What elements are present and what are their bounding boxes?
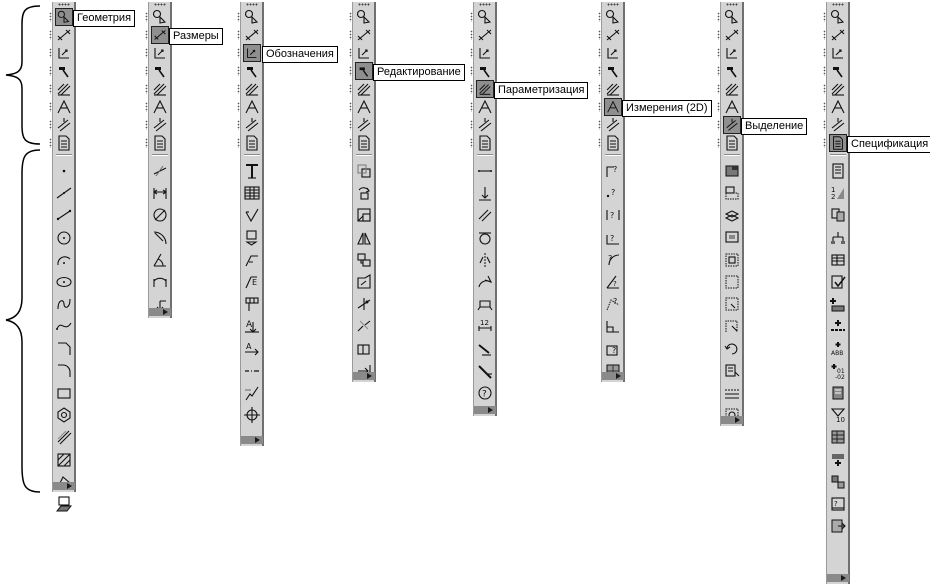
sheet-icon[interactable] — [723, 134, 741, 152]
group-marker — [49, 84, 52, 94]
tooltip-editing: Редактирование — [373, 64, 465, 81]
rotate-icon[interactable] — [355, 184, 373, 202]
toolbar-dimensions — [148, 2, 172, 318]
select-layer-icon[interactable] — [723, 184, 741, 202]
toolbar-grip[interactable] — [246, 3, 258, 6]
toolbar-expand-button[interactable] — [602, 372, 624, 380]
group-marker — [470, 30, 473, 40]
hatch-icon[interactable] — [829, 80, 847, 98]
box-select-icon[interactable] — [723, 273, 741, 291]
toolbar-expand-button[interactable] — [474, 406, 496, 414]
group-marker — [470, 66, 473, 76]
group-marker — [598, 12, 601, 22]
line-segment-icon[interactable] — [829, 26, 847, 44]
group-marker — [349, 48, 352, 58]
svg-text:A: A — [246, 320, 253, 331]
spec-edit-icon[interactable] — [829, 384, 847, 402]
group-marker — [823, 84, 826, 94]
break-icon[interactable] — [355, 317, 373, 335]
parallel-constraint-icon[interactable] — [476, 206, 494, 224]
svg-text:?: ? — [608, 253, 613, 263]
group-marker — [717, 102, 720, 112]
view-arrow-icon[interactable] — [243, 317, 261, 335]
group-marker — [717, 48, 720, 58]
hatch-icon[interactable] — [55, 80, 73, 98]
sheet-icon[interactable] — [829, 134, 847, 152]
group-marker — [145, 84, 148, 94]
group-marker — [145, 30, 148, 40]
base-icon[interactable] — [243, 229, 261, 247]
fillet-icon[interactable] — [55, 362, 73, 380]
svg-text:?: ? — [613, 165, 618, 174]
angle-measure-icon[interactable] — [604, 273, 622, 291]
segment-icon[interactable] — [55, 206, 73, 224]
arc-constraint-icon[interactable] — [476, 273, 494, 291]
group-marker — [349, 66, 352, 76]
fillet-edit-icon[interactable] — [355, 340, 373, 358]
hammer-icon[interactable] — [476, 62, 494, 80]
text-icon[interactable] — [243, 162, 261, 180]
sheet-icon[interactable] — [604, 134, 622, 152]
angle-icon[interactable] — [355, 98, 373, 116]
group-marker — [823, 48, 826, 58]
toolbar-expand-button[interactable] — [721, 416, 743, 424]
axis-line-icon[interactable] — [243, 362, 261, 380]
toolbar-separator — [56, 154, 72, 156]
svg-text:?: ? — [482, 389, 487, 400]
group-marker — [237, 12, 240, 22]
circle-square-icon[interactable] — [151, 8, 169, 26]
leader-icon[interactable] — [243, 251, 261, 269]
toolbar-grip[interactable] — [358, 3, 370, 6]
group-marker — [237, 48, 240, 58]
group-marker — [237, 84, 240, 94]
toolbar-selection — [720, 2, 744, 426]
tooltip-geometry: Геометрия — [73, 10, 135, 27]
svg-text:2: 2 — [831, 193, 836, 202]
poly-select-icon[interactable] — [723, 317, 741, 335]
group-marker — [49, 102, 52, 112]
chamfer-icon[interactable] — [55, 340, 73, 358]
rebar-icon[interactable] — [829, 44, 847, 62]
spec-doc-icon[interactable] — [829, 495, 847, 513]
group-marker — [598, 30, 601, 40]
svg-text:?: ? — [613, 280, 617, 288]
circle-square-icon[interactable] — [476, 8, 494, 26]
toolbar-expand-button[interactable] — [827, 574, 849, 582]
angle-icon[interactable] — [604, 98, 622, 116]
hammer-icon[interactable] — [829, 62, 847, 80]
group-marker — [49, 48, 52, 58]
toolbar-grip[interactable] — [726, 3, 738, 6]
parallel-icon[interactable] — [723, 116, 741, 134]
group-marker — [349, 138, 352, 148]
select-view-icon[interactable] — [723, 229, 741, 247]
group-brace-common — [0, 4, 48, 146]
vertical-icon[interactable] — [476, 184, 494, 202]
angle-icon[interactable] — [55, 98, 73, 116]
arc-length-icon[interactable] — [604, 251, 622, 269]
svg-text:?: ? — [612, 345, 617, 355]
rebar-icon[interactable] — [355, 44, 373, 62]
sheet-icon[interactable] — [151, 134, 169, 152]
tooltip-parametrization: Параметризация — [494, 82, 588, 99]
sheet-icon[interactable] — [355, 134, 373, 152]
type-select-icon[interactable] — [723, 384, 741, 402]
arc-icon[interactable] — [55, 251, 73, 269]
spec-add-object-icon[interactable] — [829, 295, 847, 313]
group-marker — [823, 138, 826, 148]
group-marker — [237, 30, 240, 40]
copy-icon[interactable] — [355, 251, 373, 269]
angular-dimension-icon[interactable] — [151, 251, 169, 269]
fixed-dimension-icon[interactable] — [476, 317, 494, 335]
sheet-bottom-icon[interactable] — [55, 495, 73, 513]
group-marker — [349, 120, 352, 130]
group-marker — [598, 138, 601, 148]
distance-icon[interactable] — [604, 162, 622, 180]
tooltip-notations: Обозначения — [262, 46, 338, 63]
group-marker — [145, 138, 148, 148]
rebar-icon[interactable] — [151, 44, 169, 62]
toolbar-grip[interactable] — [58, 3, 70, 6]
svg-text:1: 1 — [831, 186, 836, 195]
toolbar-expand-button[interactable] — [353, 372, 375, 380]
spec-merge-icon[interactable] — [829, 451, 847, 469]
angle-icon[interactable] — [151, 98, 169, 116]
equidistant-icon[interactable] — [55, 428, 73, 446]
hammer-icon[interactable] — [243, 62, 261, 80]
rebar-icon[interactable] — [55, 44, 73, 62]
svg-text:ABB: ABB — [831, 349, 844, 357]
hatch-icon[interactable] — [476, 80, 494, 98]
group-marker — [49, 30, 52, 40]
toolbar-grip[interactable] — [154, 3, 166, 6]
table-icon[interactable] — [243, 184, 261, 202]
select-by-layer-icon[interactable] — [723, 206, 741, 224]
group-marker — [717, 120, 720, 130]
svg-text:E: E — [252, 278, 258, 287]
hatch-icon[interactable] — [243, 80, 261, 98]
spline-icon[interactable] — [55, 295, 73, 313]
group-marker — [598, 120, 601, 130]
trim-icon[interactable] — [355, 295, 373, 313]
parallel-icon[interactable] — [476, 116, 494, 134]
linear-dimension-icon[interactable] — [151, 184, 169, 202]
toolbar-separator — [605, 154, 621, 156]
tangent-icon[interactable] — [476, 229, 494, 247]
hatching-icon[interactable] — [55, 451, 73, 469]
bezier-icon[interactable] — [55, 317, 73, 335]
parallel-icon[interactable] — [151, 116, 169, 134]
mass-properties-icon[interactable] — [604, 340, 622, 358]
cross-select-icon[interactable] — [723, 295, 741, 313]
parallel-icon[interactable] — [829, 116, 847, 134]
center-mark-icon[interactable] — [243, 406, 261, 424]
svg-text:?: ? — [610, 211, 615, 221]
curve-distance-icon[interactable] — [604, 206, 622, 224]
toolbar-grip[interactable] — [607, 3, 619, 6]
help-constraint-icon[interactable] — [476, 384, 494, 402]
group-marker — [237, 138, 240, 148]
line-segment-icon[interactable] — [604, 26, 622, 44]
mirror-icon[interactable] — [355, 229, 373, 247]
sheet-icon[interactable] — [476, 134, 494, 152]
fix-icon[interactable] — [476, 295, 494, 313]
tolerance-icon[interactable] — [243, 295, 261, 313]
auto-dimension-icon[interactable] — [151, 162, 169, 180]
point-distance-icon[interactable] — [604, 184, 622, 202]
circle-square-icon[interactable] — [723, 8, 741, 26]
spec-add-abb-icon[interactable] — [829, 340, 847, 358]
group-marker — [49, 120, 52, 130]
group-marker — [470, 138, 473, 148]
toolbar-notations — [240, 2, 264, 446]
circle-icon[interactable] — [55, 229, 73, 247]
area-icon[interactable] — [604, 295, 622, 313]
group-marker — [470, 84, 473, 94]
spec-export-icon[interactable] — [829, 517, 847, 535]
spec-sync-icon[interactable] — [829, 206, 847, 224]
hammer-icon[interactable] — [151, 62, 169, 80]
perimeter-icon[interactable] — [604, 317, 622, 335]
circle-square-icon[interactable] — [55, 8, 73, 26]
group-marker — [598, 102, 601, 112]
svg-text:01: 01 — [837, 367, 845, 375]
group-marker — [717, 84, 720, 94]
toolbar-separator — [830, 154, 846, 156]
svg-text:?: ? — [613, 297, 618, 307]
circle-square-icon[interactable] — [604, 8, 622, 26]
line-segment-icon[interactable] — [55, 26, 73, 44]
svg-text:12: 12 — [480, 319, 489, 328]
circle-square-icon[interactable] — [829, 8, 847, 26]
hatch-icon[interactable] — [151, 80, 169, 98]
deform-icon[interactable] — [355, 273, 373, 291]
select-all-icon[interactable] — [723, 162, 741, 180]
svg-text:?: ? — [834, 500, 838, 508]
angle-icon[interactable] — [829, 98, 847, 116]
toolbar-separator — [477, 154, 493, 156]
toolbar-expand-button[interactable] — [149, 308, 171, 316]
scale-icon[interactable] — [355, 206, 373, 224]
group-marker — [145, 48, 148, 58]
hammer-icon[interactable] — [723, 62, 741, 80]
group-marker — [470, 12, 473, 22]
circle-square-icon[interactable] — [243, 8, 261, 26]
group-marker — [598, 48, 601, 58]
toolbar-grip[interactable] — [479, 3, 491, 6]
group-marker — [717, 138, 720, 148]
group-marker — [349, 30, 352, 40]
tooltip-measurements: Измерения (2D) — [622, 100, 712, 117]
toolbar-expand-button[interactable] — [53, 482, 75, 490]
angle-icon[interactable] — [723, 98, 741, 116]
group-marker — [470, 120, 473, 130]
line-icon[interactable] — [55, 184, 73, 202]
line-segment-icon[interactable] — [355, 26, 373, 44]
group-marker — [823, 12, 826, 22]
rebar-icon[interactable] — [476, 44, 494, 62]
rebar-icon[interactable] — [243, 44, 261, 62]
line-segment-icon[interactable] — [243, 26, 261, 44]
tooltip-selection: Выделение — [741, 118, 807, 135]
spec-add-icon[interactable] — [829, 162, 847, 180]
frame-select-icon[interactable] — [723, 251, 741, 269]
group-marker — [145, 12, 148, 22]
toolbar-grip[interactable] — [832, 3, 844, 6]
spec-layout-icon[interactable] — [829, 473, 847, 491]
merge-icon[interactable] — [476, 362, 494, 380]
group-marker — [349, 102, 352, 112]
toolbar-expand-button[interactable] — [241, 436, 263, 444]
hatch-icon[interactable] — [723, 80, 741, 98]
spec-add-string-icon[interactable] — [829, 317, 847, 335]
rebar-icon[interactable] — [604, 44, 622, 62]
line-segment-icon[interactable] — [151, 26, 169, 44]
toolbar-separator — [724, 154, 740, 156]
symmetry-icon[interactable] — [476, 251, 494, 269]
group-marker — [145, 66, 148, 76]
group-marker — [237, 66, 240, 76]
spec-check-icon[interactable] — [829, 273, 847, 291]
radial-dimension-icon[interactable] — [151, 229, 169, 247]
circle-square-icon[interactable] — [355, 8, 373, 26]
tooltip-specification: Спецификация — [847, 136, 930, 153]
angle-icon[interactable] — [476, 98, 494, 116]
group-marker — [349, 12, 352, 22]
hammer-icon[interactable] — [55, 62, 73, 80]
group-marker — [717, 66, 720, 76]
prop-select-icon[interactable] — [723, 362, 741, 380]
point-icon[interactable] — [55, 162, 73, 180]
group-marker — [49, 66, 52, 76]
spec-numbering-icon[interactable] — [829, 184, 847, 202]
hammer-icon[interactable] — [604, 62, 622, 80]
toolbar-geometry — [52, 2, 76, 492]
group-marker — [145, 120, 148, 130]
group-marker — [598, 66, 601, 76]
svg-text:?: ? — [610, 233, 615, 243]
toolbar-editing — [352, 2, 376, 382]
polygon-icon[interactable] — [55, 406, 73, 424]
hammer-icon[interactable] — [355, 62, 373, 80]
spec-sort-icon[interactable] — [829, 406, 847, 424]
break-line-icon[interactable] — [243, 384, 261, 402]
coincidence-icon[interactable] — [476, 340, 494, 358]
group-marker — [823, 66, 826, 76]
toolbar-separator — [152, 154, 168, 156]
toolbar-separator — [356, 154, 372, 156]
group-marker — [49, 138, 52, 148]
ellipse-icon[interactable] — [55, 273, 73, 291]
group-marker — [470, 102, 473, 112]
group-marker — [823, 30, 826, 40]
sheet-icon[interactable] — [243, 134, 261, 152]
group-marker — [237, 120, 240, 130]
group-marker — [717, 12, 720, 22]
diameter-dimension-icon[interactable] — [151, 206, 169, 224]
tooltip-dimensions: Размеры — [169, 28, 223, 45]
roughness-icon[interactable] — [243, 206, 261, 224]
toolbar-separator — [244, 154, 260, 156]
group-marker — [598, 84, 601, 94]
line-segment-icon[interactable] — [723, 26, 741, 44]
group-marker — [237, 102, 240, 112]
angle-icon[interactable] — [243, 98, 261, 116]
rebar-icon[interactable] — [723, 44, 741, 62]
svg-text:-02: -02 — [835, 373, 845, 380]
svg-text:?: ? — [611, 188, 616, 198]
spec-version-icon[interactable] — [829, 362, 847, 380]
toolbar-measurements — [601, 2, 625, 382]
parallel-icon[interactable] — [243, 116, 261, 134]
curve-length-icon[interactable] — [604, 229, 622, 247]
previous-select-icon[interactable] — [723, 340, 741, 358]
svg-text:10: 10 — [836, 416, 845, 425]
group-brace-specific — [0, 148, 48, 494]
toolbar-parametrization — [473, 2, 497, 416]
group-marker — [349, 84, 352, 94]
spec-tree-icon[interactable] — [829, 229, 847, 247]
group-marker — [823, 102, 826, 112]
rectangle-icon[interactable] — [55, 384, 73, 402]
position-leader-icon[interactable] — [243, 273, 261, 291]
group-marker — [470, 48, 473, 58]
move-icon[interactable] — [355, 162, 373, 180]
spec-table-icon[interactable] — [829, 428, 847, 446]
spec-section-icon[interactable] — [829, 251, 847, 269]
parallel-icon[interactable] — [355, 116, 373, 134]
arc-dimension-icon[interactable] — [151, 273, 169, 291]
svg-text:A: A — [246, 341, 252, 351]
parallel-icon[interactable] — [604, 116, 622, 134]
group-marker — [145, 102, 148, 112]
hatch-icon[interactable] — [604, 80, 622, 98]
hatch-icon[interactable] — [355, 80, 373, 98]
parallel-icon[interactable] — [55, 116, 73, 134]
toolbar-specification — [826, 2, 850, 584]
line-segment-icon[interactable] — [476, 26, 494, 44]
horizontal-icon[interactable] — [476, 162, 494, 180]
group-marker — [717, 30, 720, 40]
sheet-icon[interactable] — [55, 134, 73, 152]
group-marker — [823, 120, 826, 130]
section-icon[interactable] — [243, 340, 261, 358]
group-marker — [49, 12, 52, 22]
